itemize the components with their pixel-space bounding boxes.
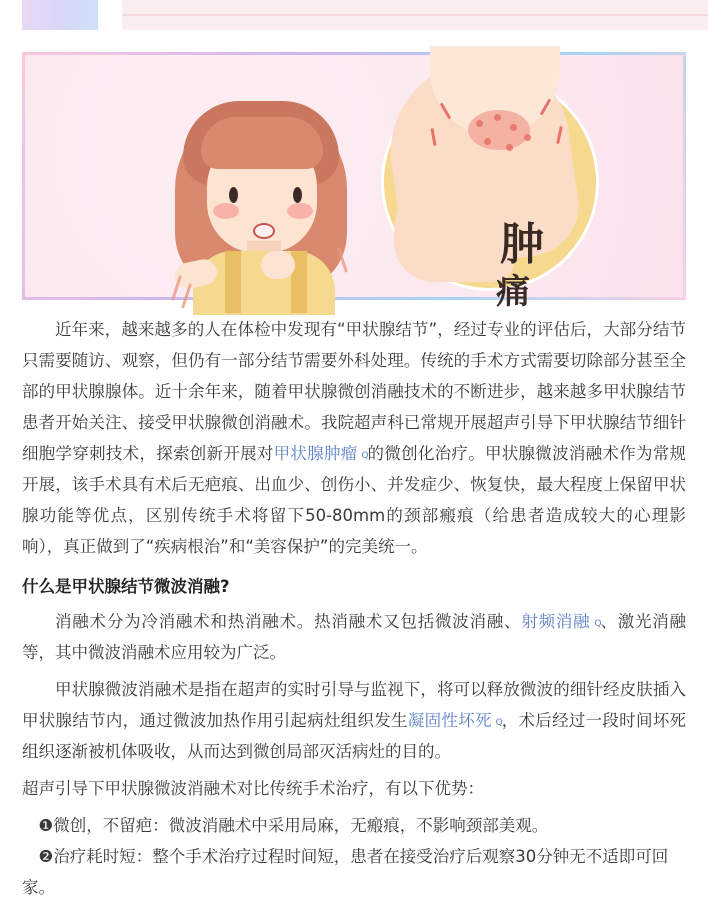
neck-magnifier-circle — [381, 73, 599, 312]
rash-dot-icon — [510, 124, 517, 131]
link-coagulative-necrosis-label: 凝固性坏死 — [407, 711, 492, 730]
character-cheek-left — [213, 203, 239, 219]
rash-dot-icon — [524, 134, 531, 141]
paragraph-ablation-types-post: 、激光消融等，其中微波消融术应用较为广泛。 — [22, 612, 687, 662]
paragraph-intro-text: 近年来，越来越多的人在体检中发现有“甲状腺结节”，经过专业的评估后，大部分结节只需要随访、观察，但仍有一部分结节需要外科处理。传统的手术方式需要切除部分甚至全部的甲状腺腺体。近十余年来，随着甲状腺微创消融技术的不断进步，越来越多甲状腺结节患者开始关注、接受甲状腺微创消融术。我院超声科已常规开展超声引导下甲状腺结节细针细胞学穿刺技术，探索创新开展对 — [22, 320, 686, 463]
paragraph-ablation-types — [22, 606, 686, 668]
character-eye-right — [293, 187, 302, 203]
rash-dot-icon — [506, 144, 513, 151]
link-radiofrequency-ablation[interactable] — [521, 612, 600, 631]
character-cheek-right — [287, 203, 313, 219]
rash-dot-icon — [494, 114, 501, 121]
top-divider-line — [122, 14, 708, 16]
top-gradient-swatch — [22, 0, 98, 30]
article-page — [0, 30, 708, 906]
paragraph-intro-text-cont: 的微创化治疗。甲状腺微波消融术作为常规开展，该手术具有术后无疤痕、出血少、创伤小、并发症少、恢复快，最大程度上保留甲状腺功能等优点，区别传统手术将留下50-80mm的颈部瘢痕（给患者造成较大的心理影响），真正做到了“疾病根治”和“美容保护”的完美统一。 — [22, 444, 687, 556]
advantages-list — [22, 810, 686, 903]
hero-text-pain: 痛 — [496, 272, 530, 312]
hero-background — [25, 55, 683, 312]
article-body — [22, 314, 686, 903]
link-thyroid-tumor-label: 甲状腺肿瘤 — [273, 444, 358, 463]
character-fringe — [201, 117, 323, 169]
link-superscript-icon: Q — [594, 619, 602, 629]
hero-text-swelling: 肿 — [500, 219, 544, 270]
character-hand — [261, 251, 295, 279]
paragraph-microwave-definition-post: ，术后经过一段时间坏死组织逐渐被机体吸收，从而达到微创局部灭活病灶的目的。 — [22, 711, 687, 761]
link-radiofrequency-ablation-label: 射频消融 — [521, 612, 591, 631]
link-thyroid-tumor[interactable] — [274, 444, 368, 463]
link-superscript-icon: Q — [495, 718, 503, 728]
character-strap-left — [225, 251, 241, 313]
list-item: ❷治疗耗时短：整个手术治疗过程时间短，患者在接受治疗后观察30分钟无不适即可回家。 — [22, 847, 669, 897]
character-eye-left — [229, 187, 238, 203]
paragraph-microwave-definition — [22, 674, 686, 767]
paragraph-advantages-lead: 超声引导下甲状腺微波消融术对比传统手术治疗，有以下优势： — [22, 779, 484, 798]
link-superscript-icon: Q — [361, 451, 369, 461]
link-coagulative-necrosis[interactable] — [408, 711, 502, 730]
paragraph-ablation-types-pre: 消融术分为冷消融术和热消融术。热消融术又包括微波消融、 — [55, 612, 522, 631]
page-top-decoration — [0, 0, 708, 30]
character-mouth — [253, 223, 275, 239]
paragraph-intro — [22, 314, 686, 562]
section-heading-what-is: 什么是甲状腺结节微波消融? — [22, 577, 230, 596]
rash-dot-icon — [484, 138, 491, 145]
rash-dot-icon — [476, 120, 483, 127]
list-item: ❶微创，不留疤：微波消融术中采用局麻，无瘢痕，不影响颈部美观。 — [38, 816, 549, 835]
hero-illustration — [22, 52, 686, 312]
paragraph-microwave-definition-pre: 甲状腺微波消融术是指在超声的实时引导与监视下，将可以释放微波的细针经皮肤插入甲状腺结节内，通过微波加热作用引起病灶组织发生 — [22, 680, 686, 730]
